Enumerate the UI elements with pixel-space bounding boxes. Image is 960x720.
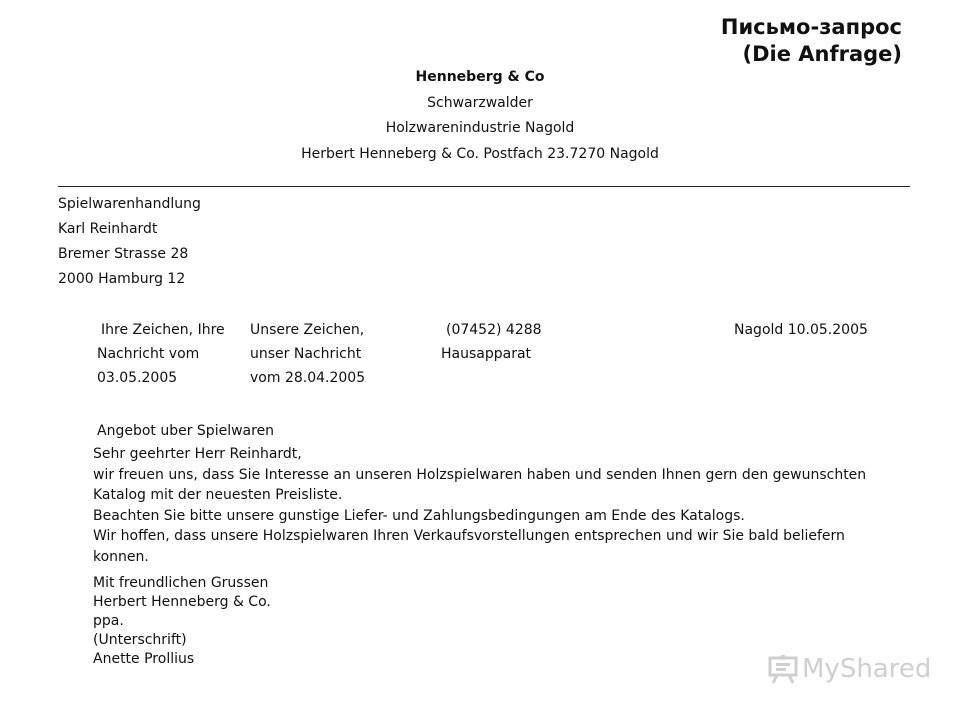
recipient-line-1: Spielwarenhandlung [58,196,201,212]
title-german: (Die Anfrage) [742,42,902,66]
body-paragraph-1: wir freuen uns, dass Sie Interesse an unseren Holzspielwaren haben und senden Ihnen gern den gewunschten Katalog mit der neuesten Preisliste. [93,466,867,503]
sender-address: Herbert Henneberg & Co. Postfach 23.7270 Nagold [301,146,659,162]
reference-phone: (07452) 4288 Hausapparat [441,322,542,362]
body-paragraph-3: Wir hoffen, dass unsere Holzspielwaren Ihren Verkaufsvorstellungen entsprechen und wir Sie bald beliefern konnen. [93,528,845,565]
reference-your-sign: Ihre Zeichen, Ihre Nachricht vom 03.05.2005 [97,322,225,386]
separator-line [58,186,910,187]
subject-line: Angebot uber Spielwaren [97,423,275,439]
letter-body [93,444,893,567]
sender-line-2: Schwarzwalder [427,95,533,111]
watermark-logo [767,654,931,684]
reference-date: Nagold 10.05.2005 [734,322,868,338]
recipient-line-3: Bremer Strasse 28 [58,246,189,262]
sender-company: Henneberg & Co [415,69,545,85]
page-title [721,14,902,68]
recipient-line-4: 2000 Hamburg 12 [58,271,186,287]
presentation-board-icon [767,654,799,684]
letter-closing [93,574,271,669]
closing-line-1: Mit freundlichen Grussen [93,575,269,591]
watermark-text: MyShared [802,654,932,684]
body-paragraph-2: Beachten Sie bitte unsere gunstige Liefer- und Zahlungsbedingungen am Ende des Katalogs. [93,507,745,524]
closing-line-5: Anette Prollius [93,651,195,667]
reference-our-sign: Unsere Zeichen, unser Nachricht vom 28.04.2005 [250,322,366,386]
closing-line-2: Herbert Henneberg & Co. [93,594,271,610]
recipient-line-2: Karl Reinhardt [58,221,158,237]
salutation: Sehr geehrter Herr Reinhardt, [93,446,302,462]
closing-line-4: (Unterschrift) [93,632,187,648]
sender-line-3: Holzwarenindustrie Nagold [385,120,575,136]
closing-line-3: ppa. [93,613,124,629]
title-russian: Письмо-запрос [720,15,902,39]
